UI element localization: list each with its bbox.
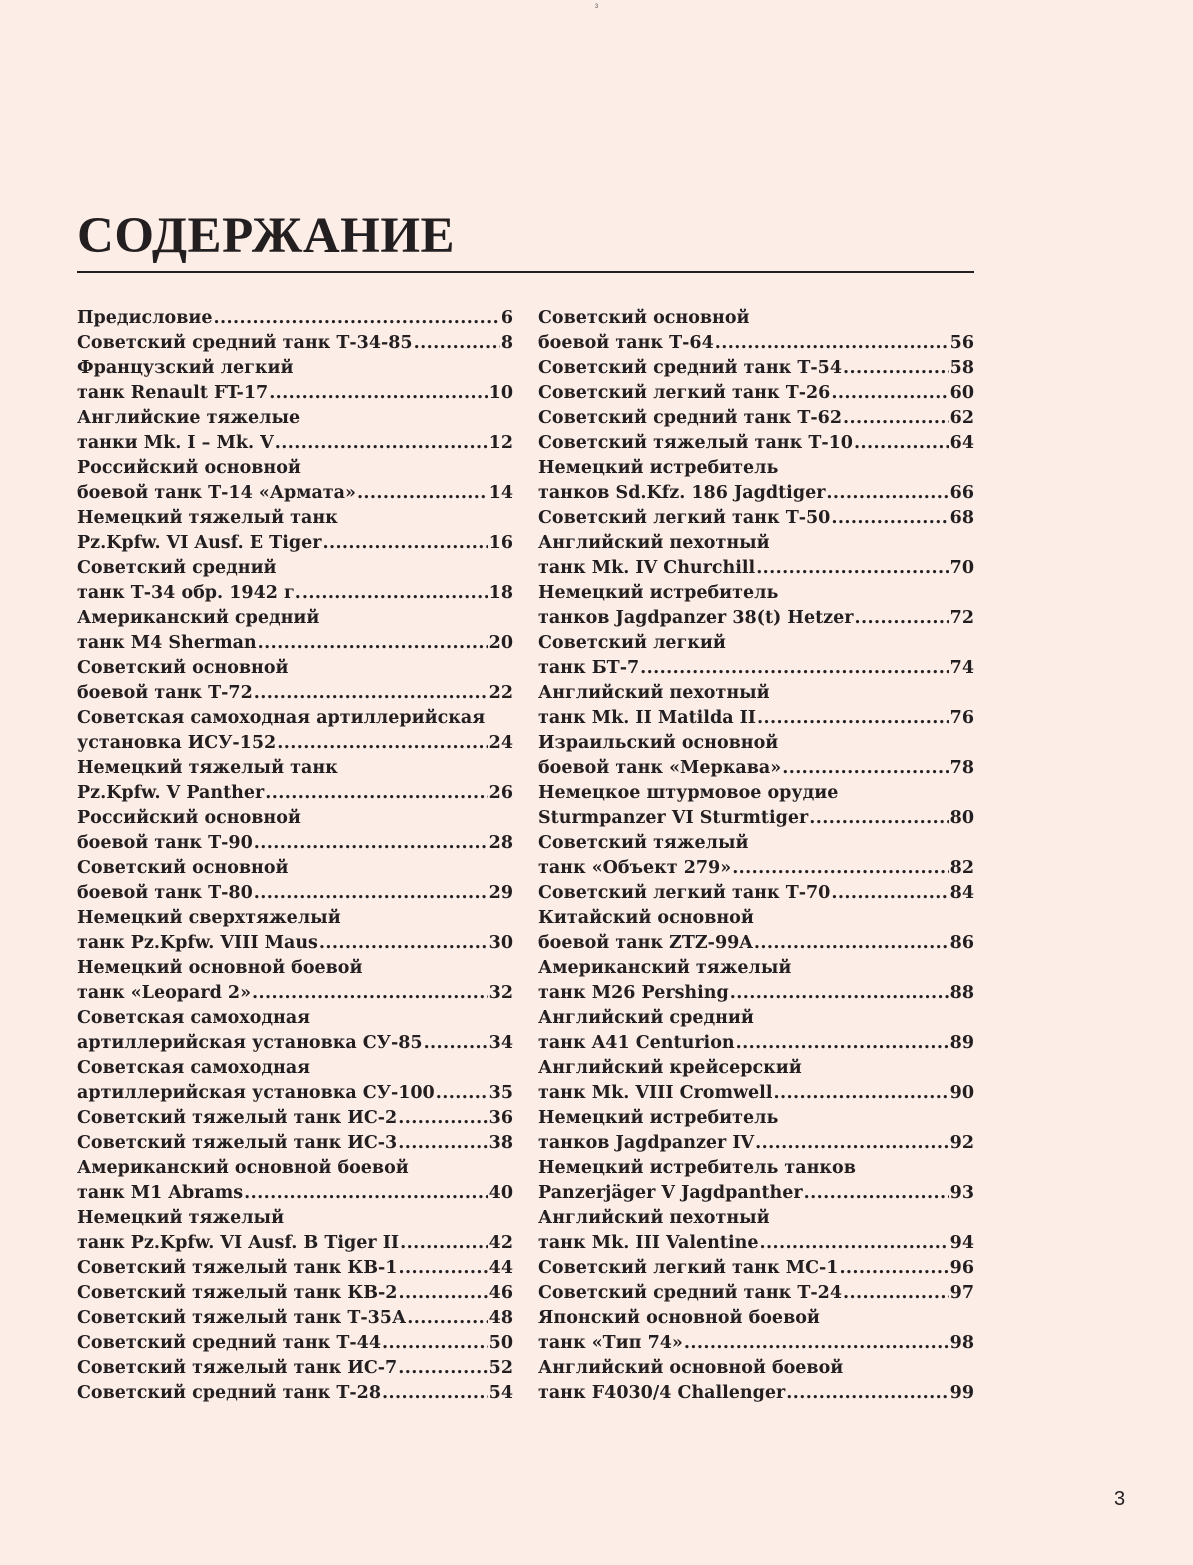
toc-entry-title: Советский тяжелый танк ИС-7 bbox=[77, 1358, 398, 1378]
toc-entry-title: Американский средний bbox=[77, 608, 320, 628]
toc-entry-heading bbox=[538, 956, 974, 981]
toc-entry bbox=[538, 881, 974, 906]
toc-entry bbox=[538, 1331, 974, 1356]
toc-entry-title: артиллерийская установка СУ-85 bbox=[77, 1033, 423, 1053]
toc-entry-page: 70 bbox=[949, 558, 974, 578]
dot-leader bbox=[809, 806, 948, 831]
toc-entry-page: 48 bbox=[488, 1308, 513, 1328]
toc-entry bbox=[538, 656, 974, 681]
toc-entry-title: Немецкий тяжелый танк bbox=[77, 758, 338, 778]
toc-entry-title: Советская самоходная bbox=[77, 1008, 311, 1028]
toc-entry bbox=[77, 1256, 513, 1281]
toc-entry bbox=[77, 431, 513, 456]
toc-entry-page: 99 bbox=[949, 1383, 974, 1403]
toc-entry-page: 58 bbox=[949, 358, 974, 378]
toc-entry bbox=[538, 706, 974, 731]
dot-leader bbox=[757, 706, 949, 731]
dot-leader bbox=[782, 756, 948, 781]
toc-entry-title: танк M4 Sherman bbox=[77, 633, 257, 653]
toc-entry-title: танк Pz.Kpfw. VIII Maus bbox=[77, 933, 318, 953]
dot-leader bbox=[407, 1306, 487, 1331]
toc-entry bbox=[77, 1331, 513, 1356]
toc-entry-title: Английский пехотный bbox=[538, 533, 770, 553]
dot-leader bbox=[843, 1281, 949, 1306]
toc-entry bbox=[538, 1231, 974, 1256]
top-page-number: 3 bbox=[594, 4, 599, 10]
dot-leader bbox=[398, 1356, 487, 1381]
dot-leader bbox=[732, 856, 948, 881]
toc-entry-title: Российский основной bbox=[77, 458, 301, 478]
dot-leader bbox=[414, 331, 500, 356]
toc-entry-title: боевой танк Т-64 bbox=[538, 333, 714, 353]
toc-entry bbox=[77, 681, 513, 706]
dot-leader bbox=[382, 1381, 488, 1406]
toc-entry-title: Советский основной bbox=[538, 308, 750, 328]
toc-entry-page: 54 bbox=[488, 1383, 513, 1403]
toc-entry-title: Английский основной боевой bbox=[538, 1358, 844, 1378]
toc-entry bbox=[77, 1356, 513, 1381]
toc-entry bbox=[538, 1281, 974, 1306]
toc-entry-page: 14 bbox=[488, 483, 513, 503]
dot-leader bbox=[400, 1231, 488, 1256]
toc-entry bbox=[77, 531, 513, 556]
toc-entry-page: 84 bbox=[949, 883, 974, 903]
toc-entry-title: Немецкий основной боевой bbox=[77, 958, 363, 978]
toc-entry-title: Советский средний танк Т-44 bbox=[77, 1333, 381, 1353]
toc-entry bbox=[538, 1181, 974, 1206]
toc-entry bbox=[538, 556, 974, 581]
toc-entry-title: Советский средний танк Т-24 bbox=[538, 1283, 842, 1303]
toc-entry bbox=[77, 1281, 513, 1306]
toc-entry-title: Советский тяжелый танк ИС-3 bbox=[77, 1133, 398, 1153]
dot-leader bbox=[399, 1256, 488, 1281]
toc-entry-title: Немецкий истребитель bbox=[538, 458, 779, 478]
toc-entry-title: Советский легкий танк Т-50 bbox=[538, 508, 831, 528]
toc-entry-title: установка ИСУ-152 bbox=[77, 733, 277, 753]
dot-leader bbox=[754, 931, 949, 956]
toc-entry-title: Английский средний bbox=[538, 1008, 754, 1028]
dot-leader bbox=[398, 1131, 487, 1156]
toc-entry-page: 92 bbox=[949, 1133, 974, 1153]
toc-entry-heading bbox=[77, 556, 513, 581]
dot-leader bbox=[269, 381, 487, 406]
dot-leader bbox=[213, 306, 499, 331]
toc-entry bbox=[77, 1381, 513, 1406]
toc-entry-heading bbox=[77, 1206, 513, 1231]
toc-entry-title: танк A41 Centurion bbox=[538, 1033, 735, 1053]
toc-entry-heading bbox=[538, 831, 974, 856]
toc-entry-title: Немецкий тяжелый танк bbox=[77, 508, 338, 528]
toc-entry-page: 68 bbox=[949, 508, 974, 528]
toc-entry-heading bbox=[538, 731, 974, 756]
toc-entry bbox=[77, 731, 513, 756]
toc-entry-page: 80 bbox=[949, 808, 974, 828]
toc-entry bbox=[77, 306, 513, 331]
toc-entry-page: 12 bbox=[488, 433, 513, 453]
toc-entry bbox=[538, 1381, 974, 1406]
toc-entry-heading bbox=[77, 856, 513, 881]
toc-entry-title: танк F4030/4 Challenger bbox=[538, 1383, 786, 1403]
toc-entry-heading bbox=[77, 956, 513, 981]
toc-entry-heading bbox=[538, 1006, 974, 1031]
page-title: СОДЕРЖАНИЕ bbox=[77, 208, 456, 264]
toc-entry-title: Французский легкий bbox=[77, 358, 294, 378]
toc-entry-title: Немецкий тяжелый bbox=[77, 1208, 285, 1228]
toc-entry-page: 10 bbox=[488, 383, 513, 403]
toc-entry-title: Советский тяжелый танк КВ-2 bbox=[77, 1283, 398, 1303]
toc-entry bbox=[77, 881, 513, 906]
toc-entry-title: Американский тяжелый bbox=[538, 958, 792, 978]
toc-entry-heading bbox=[538, 531, 974, 556]
toc-entry-title: Советская самоходная bbox=[77, 1058, 311, 1078]
toc-entry-title: Советский тяжелый танк ИС-2 bbox=[77, 1108, 398, 1128]
dot-leader bbox=[319, 931, 488, 956]
toc-entry-title: Советская самоходная артиллерийская bbox=[77, 708, 486, 728]
toc-entry-title: Советский легкий танк Т-26 bbox=[538, 383, 831, 403]
toc-entry bbox=[77, 1106, 513, 1131]
toc-entry-page: 97 bbox=[949, 1283, 974, 1303]
toc-entry bbox=[77, 581, 513, 606]
toc-entry bbox=[538, 856, 974, 881]
toc-entry bbox=[538, 756, 974, 781]
toc-entry-page: 38 bbox=[488, 1133, 513, 1153]
dot-leader bbox=[254, 681, 488, 706]
toc-entry-title: танк Pz.Kpfw. VI Ausf. B Tiger II bbox=[77, 1233, 400, 1253]
toc-entry-page: 30 bbox=[488, 933, 513, 953]
toc-entry-heading bbox=[538, 681, 974, 706]
dot-leader bbox=[804, 1181, 949, 1206]
toc-entry-page: 93 bbox=[949, 1183, 974, 1203]
toc-entry-heading bbox=[538, 456, 974, 481]
toc-column-left bbox=[77, 306, 513, 1406]
dot-leader bbox=[424, 1031, 488, 1056]
toc-entry-page: 16 bbox=[488, 533, 513, 553]
toc-entry-title: Китайский основной bbox=[538, 908, 754, 928]
toc-entry-title: Советский легкий bbox=[538, 633, 726, 653]
toc-entry-title: боевой танк ZTZ-99A bbox=[538, 933, 753, 953]
toc-entry-page: 56 bbox=[949, 333, 974, 353]
toc-entry-title: танков Sd.Kfz. 186 Jagdtiger bbox=[538, 483, 826, 503]
toc-entry-page: 82 bbox=[949, 858, 974, 878]
toc-entry-title: боевой танк Т-72 bbox=[77, 683, 253, 703]
toc-entry-page: 72 bbox=[949, 608, 974, 628]
toc-entry-title: танк «Leopard 2» bbox=[77, 983, 252, 1003]
toc-entry-title: Советский тяжелый танк Т-10 bbox=[538, 433, 853, 453]
toc-entry-page: 42 bbox=[488, 1233, 513, 1253]
toc-entry-page: 35 bbox=[488, 1083, 513, 1103]
toc-entry bbox=[538, 1081, 974, 1106]
toc-entry bbox=[77, 481, 513, 506]
toc-entry-page: 18 bbox=[488, 583, 513, 603]
toc-entry-title: Pz.Kpfw. VI Ausf. E Tiger bbox=[77, 533, 322, 553]
dot-leader bbox=[684, 1331, 949, 1356]
toc-entry-title: Израильский основной bbox=[538, 733, 779, 753]
toc-entry-page: 60 bbox=[949, 383, 974, 403]
dot-leader bbox=[755, 1131, 949, 1156]
toc-entry-heading bbox=[77, 406, 513, 431]
toc-entry-heading bbox=[77, 1006, 513, 1031]
toc-entry-heading bbox=[538, 581, 974, 606]
toc-entry-title: боевой танк Т-80 bbox=[77, 883, 253, 903]
toc-entry bbox=[538, 331, 974, 356]
dot-leader bbox=[843, 406, 949, 431]
toc-entry-title: Российский основной bbox=[77, 808, 301, 828]
toc-entry-title: танк Renault FT-17 bbox=[77, 383, 269, 403]
toc-entry-title: Немецкий истребитель bbox=[538, 583, 779, 603]
toc-entry-page: 24 bbox=[488, 733, 513, 753]
toc-entry-title: Американский основной боевой bbox=[77, 1158, 409, 1178]
toc-entry-heading bbox=[77, 756, 513, 781]
toc-entry-title: Pz.Kpfw. V Panther bbox=[77, 783, 265, 803]
toc-entry-page: 20 bbox=[488, 633, 513, 653]
toc-entry-title: танк «Объект 279» bbox=[538, 858, 732, 878]
toc-entry-page: 40 bbox=[488, 1183, 513, 1203]
toc-entry-title: боевой танк Т-90 bbox=[77, 833, 253, 853]
toc-entry-title: танк Mk. III Valentine bbox=[538, 1233, 759, 1253]
toc-entry-page: 32 bbox=[488, 983, 513, 1003]
toc-entry-title: танки Mk. I – Mk. V bbox=[77, 433, 274, 453]
toc-entry-heading bbox=[538, 306, 974, 331]
toc-entry-title: танк Т-34 обр. 1942 г. bbox=[77, 583, 301, 603]
toc-entry-title: танк M1 Abrams bbox=[77, 1183, 244, 1203]
toc-entry-title: танков Jagdpanzer 38(t) Hetzer bbox=[538, 608, 854, 628]
toc-entry bbox=[77, 331, 513, 356]
toc-entry-heading bbox=[538, 1306, 974, 1331]
toc-entry-title: Немецкое штурмовое орудие bbox=[538, 783, 839, 803]
toc-entry-heading bbox=[77, 656, 513, 681]
dot-leader bbox=[831, 881, 948, 906]
toc-entry-title: Английский крейсерский bbox=[538, 1058, 802, 1078]
toc-entry-title: Японский основной боевой bbox=[538, 1308, 820, 1328]
toc-entry-title: Предисловие bbox=[77, 308, 213, 328]
dot-leader bbox=[843, 356, 949, 381]
toc-entry-title: Sturmpanzer VI Sturmtiger bbox=[538, 808, 809, 828]
toc-entry-page: 90 bbox=[949, 1083, 974, 1103]
toc-entry bbox=[538, 481, 974, 506]
toc-entry-page: 52 bbox=[488, 1358, 513, 1378]
toc-entry-title: Советский легкий танк Т-70 bbox=[538, 883, 831, 903]
toc-entry-page: 34 bbox=[488, 1033, 513, 1053]
toc-entry-page: 28 bbox=[488, 833, 513, 853]
toc-entry-heading bbox=[77, 906, 513, 931]
toc-entry bbox=[538, 506, 974, 531]
toc-entry-heading bbox=[77, 1056, 513, 1081]
toc-entry-heading bbox=[77, 806, 513, 831]
toc-entry bbox=[538, 931, 974, 956]
toc-entry-title: Советский легкий танк МС-1 bbox=[538, 1258, 839, 1278]
toc-entry bbox=[77, 1306, 513, 1331]
dot-leader bbox=[275, 431, 488, 456]
toc-entry-heading bbox=[77, 606, 513, 631]
toc-entry-page: 36 bbox=[488, 1108, 513, 1128]
dot-leader bbox=[322, 531, 487, 556]
toc-entry bbox=[538, 806, 974, 831]
toc-entry-page: 26 bbox=[488, 783, 513, 803]
toc-entry-title: танк «Тип 74» bbox=[538, 1333, 683, 1353]
toc-entry bbox=[538, 981, 974, 1006]
toc-entry-page: 66 bbox=[949, 483, 974, 503]
dot-leader bbox=[839, 1256, 948, 1281]
dot-leader bbox=[640, 656, 949, 681]
dot-leader bbox=[254, 831, 488, 856]
toc-entry-heading bbox=[77, 1156, 513, 1181]
toc-entry-page: 74 bbox=[949, 658, 974, 678]
toc-entry-heading bbox=[538, 631, 974, 656]
toc-entry-title: Советский тяжелый bbox=[538, 833, 749, 853]
toc-entry-title: Советский средний танк Т-28 bbox=[77, 1383, 381, 1403]
toc-entry bbox=[77, 1131, 513, 1156]
dot-leader bbox=[436, 1081, 488, 1106]
toc-entry-title: боевой танк «Меркава» bbox=[538, 758, 782, 778]
toc-entry-page: 50 bbox=[488, 1333, 513, 1353]
toc-entry-title: танк Mk. IV Churchill bbox=[538, 558, 756, 578]
toc-entry-page: 44 bbox=[488, 1258, 513, 1278]
toc-entry-title: Panzerjäger V Jagdpanther bbox=[538, 1183, 803, 1203]
dot-leader bbox=[244, 1181, 488, 1206]
toc-entry-title: Советский средний танк Т-34-85 bbox=[77, 333, 413, 353]
dot-leader bbox=[759, 1231, 948, 1256]
toc-entry-page: 46 bbox=[488, 1283, 513, 1303]
toc-entry bbox=[538, 406, 974, 431]
toc-entry bbox=[538, 356, 974, 381]
toc-entry-page: 64 bbox=[949, 433, 974, 453]
toc-entry-heading bbox=[77, 356, 513, 381]
toc-entry-page: 78 bbox=[949, 758, 974, 778]
toc-entry-page: 29 bbox=[488, 883, 513, 903]
toc-entry-heading bbox=[538, 1206, 974, 1231]
toc-entry-title: танк Mk. VIII Cromwell bbox=[538, 1083, 773, 1103]
toc-entry-heading bbox=[77, 706, 513, 731]
dot-leader bbox=[258, 631, 488, 656]
toc-entry-heading bbox=[538, 1156, 974, 1181]
toc-entry bbox=[77, 781, 513, 806]
dot-leader bbox=[254, 881, 488, 906]
toc-entry-heading bbox=[77, 456, 513, 481]
dot-leader bbox=[252, 981, 488, 1006]
toc-entry-page: 96 bbox=[949, 1258, 974, 1278]
toc-entry-page: 88 bbox=[949, 983, 974, 1003]
toc-entry-heading bbox=[538, 781, 974, 806]
toc-entry-page: 86 bbox=[949, 933, 974, 953]
toc-entry-page: 22 bbox=[488, 683, 513, 703]
toc-entry-heading bbox=[538, 1356, 974, 1381]
dot-leader bbox=[382, 1331, 488, 1356]
dot-leader bbox=[854, 606, 948, 631]
toc-entry bbox=[538, 1256, 974, 1281]
page-number: 3 bbox=[1114, 1488, 1126, 1510]
toc-entry-page: 76 bbox=[949, 708, 974, 728]
toc-column-right bbox=[538, 306, 974, 1406]
toc-entry bbox=[77, 631, 513, 656]
toc-entry-title: Немецкий истребитель bbox=[538, 1108, 779, 1128]
toc-entry bbox=[538, 1031, 974, 1056]
toc-entry-title: Советский средний танк Т-54 bbox=[538, 358, 842, 378]
dot-leader bbox=[831, 506, 948, 531]
title-divider bbox=[77, 271, 974, 273]
toc-entry-page: 8 bbox=[500, 333, 513, 353]
dot-leader bbox=[399, 1281, 488, 1306]
dot-leader bbox=[357, 481, 488, 506]
toc-entry-heading bbox=[77, 506, 513, 531]
toc-entry-title: Английский пехотный bbox=[538, 1208, 770, 1228]
toc-entry-title: боевой танк Т-14 «Армата» bbox=[77, 483, 356, 503]
dot-leader bbox=[756, 556, 948, 581]
toc-entry-title: Немецкий сверхтяжелый bbox=[77, 908, 341, 928]
toc-entry-title: Советский тяжелый танк КВ-1 bbox=[77, 1258, 398, 1278]
toc-entry-title: Английский пехотный bbox=[538, 683, 770, 703]
toc-entry-heading bbox=[538, 906, 974, 931]
toc-entry bbox=[77, 931, 513, 956]
dot-leader bbox=[786, 1381, 948, 1406]
toc-entry-title: Советский тяжелый танк Т-35А bbox=[77, 1308, 407, 1328]
toc-entry-title: Немецкий истребитель танков bbox=[538, 1158, 856, 1178]
toc-entry bbox=[77, 1031, 513, 1056]
dot-leader bbox=[277, 731, 487, 756]
dot-leader bbox=[265, 781, 487, 806]
dot-leader bbox=[730, 981, 949, 1006]
dot-leader bbox=[302, 581, 488, 606]
toc-entry bbox=[538, 606, 974, 631]
toc-entry-title: Советский основной bbox=[77, 658, 289, 678]
toc-entry-page: 6 bbox=[500, 308, 513, 328]
toc-entry-title: Английские тяжелые bbox=[77, 408, 301, 428]
toc-entry-title: танк БТ-7 bbox=[538, 658, 640, 678]
dot-leader bbox=[398, 1106, 487, 1131]
toc-entry-heading bbox=[538, 1056, 974, 1081]
toc-entry bbox=[77, 381, 513, 406]
toc-entry-title: Советский средний танк Т-62 bbox=[538, 408, 842, 428]
toc-entry-title: танков Jagdpanzer IV bbox=[538, 1133, 755, 1153]
toc-entry-title: артиллерийская установка СУ-100 bbox=[77, 1083, 435, 1103]
toc-entry-title: Советский средний bbox=[77, 558, 277, 578]
toc-entry-page: 62 bbox=[949, 408, 974, 428]
toc-entry-page: 98 bbox=[949, 1333, 974, 1353]
toc-entry-title: Советский основной bbox=[77, 858, 289, 878]
toc-entry bbox=[538, 381, 974, 406]
dot-leader bbox=[826, 481, 948, 506]
toc-entry-heading bbox=[538, 1106, 974, 1131]
dot-leader bbox=[854, 431, 949, 456]
dot-leader bbox=[773, 1081, 948, 1106]
toc-entry bbox=[538, 1131, 974, 1156]
toc-entry-title: танк M26 Pershing bbox=[538, 983, 729, 1003]
toc-entry-page: 89 bbox=[949, 1033, 974, 1053]
toc-entry bbox=[77, 1231, 513, 1256]
dot-leader bbox=[736, 1031, 949, 1056]
toc-entry bbox=[77, 981, 513, 1006]
toc-entry bbox=[538, 431, 974, 456]
toc-entry-title: танк Mk. II Matilda II bbox=[538, 708, 756, 728]
toc-entry bbox=[77, 831, 513, 856]
dot-leader bbox=[831, 381, 948, 406]
toc-entry bbox=[77, 1081, 513, 1106]
toc-entry bbox=[77, 1181, 513, 1206]
dot-leader bbox=[715, 331, 949, 356]
toc-entry-page: 94 bbox=[949, 1233, 974, 1253]
